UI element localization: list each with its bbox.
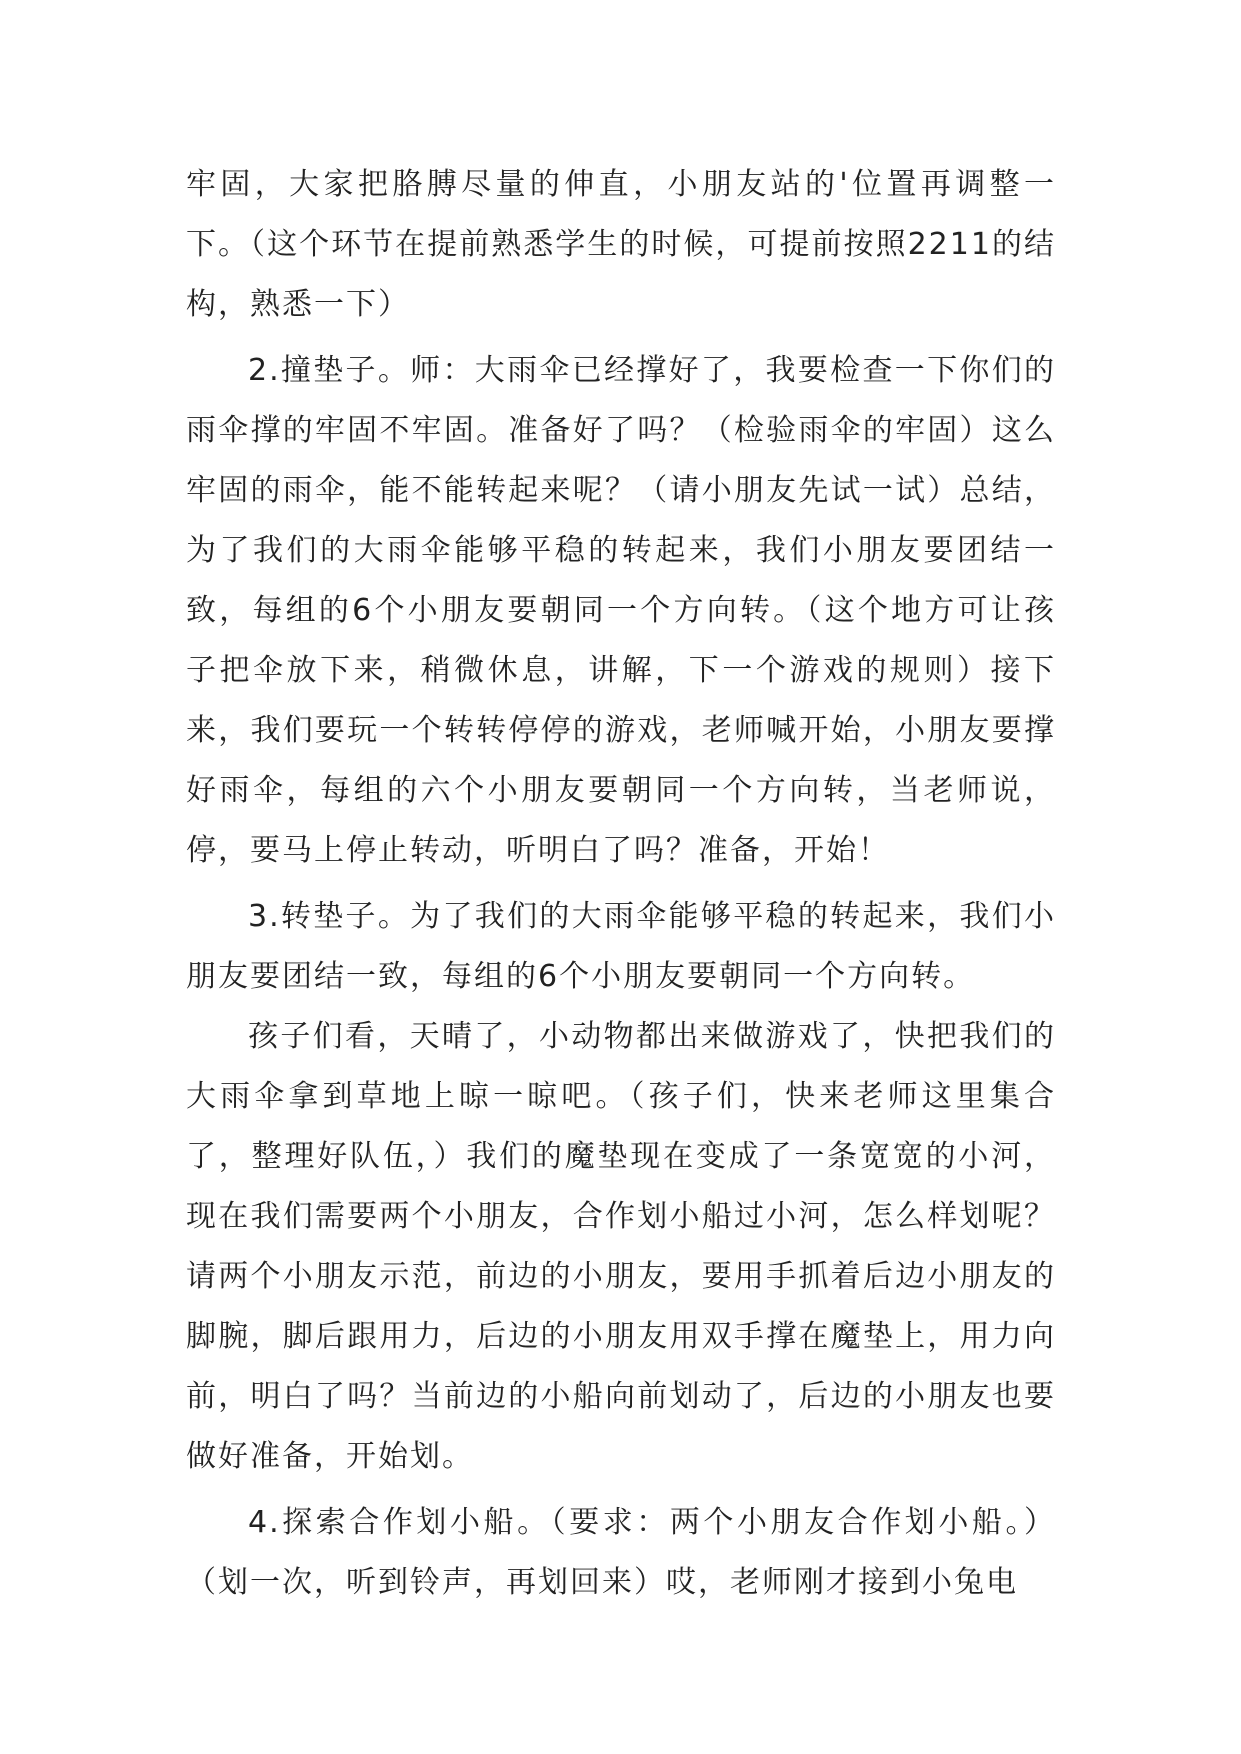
document-body — [186, 155, 1056, 1613]
paragraph-continuation: 牢固，大家把胳膊尽量的伸直，小朋友站的'位置再调整一下。（这个环节在提前熟悉学生的时候，可提前按照2211的结构，熟悉一下） — [186, 167, 1056, 322]
paragraph-step-2: 2.撞垫子。师：大雨伞已经撑好了，我要检查一下你们的雨伞撑的牢固不牢固。准备好了吗？（检验雨伞的牢固）这么牢固的雨伞，能不能转起来呢？（请小朋友先试一试）总结，为了我们的大雨伞能够平稳的转起来，我们小朋友要团结一致，每组的6个小朋友要朝同一个方向转。（这个地方可让孩子把伞放下来，稍微休息，讲解，下一个游戏的规则）接下来，我们要玩一个转转停停的游戏，老师喊开始，小朋友要撑好雨伞，每组的六个小朋友要朝同一个方向转，当老师说，停，要马上停止转动，听明白了吗？准备，开始！ — [186, 353, 1056, 868]
paragraph-river-game: 孩子们看，天晴了，小动物都出来做游戏了，快把我们的大雨伞拿到草地上晾一晾吧。（孩子们，快来老师这里集合了，整理好队伍，）我们的魔垫现在变成了一条宽宽的小河，现在我们需要两个小朋友，合作划小船过小河，怎么样划呢？请两个小朋友示范，前边的小朋友，要用手抓着后边小朋友的脚腕，脚后跟用力，后边的小朋友用双手撑在魔垫上，用力向前，明白了吗？当前边的小船向前划动了，后边的小朋友也要做好准备，开始划。 — [186, 1019, 1056, 1474]
paragraph-step-4: 4.探索合作划小船。（要求：两个小朋友合作划小船。）（划一次，听到铃声，再划回来）哎，老师刚才接到小兔电 — [186, 1505, 1056, 1600]
paragraph-step-3: 3.转垫子。为了我们的大雨伞能够平稳的转起来，我们小朋友要团结一致，每组的6个小朋友要朝同一个方向转。 — [186, 899, 1056, 994]
